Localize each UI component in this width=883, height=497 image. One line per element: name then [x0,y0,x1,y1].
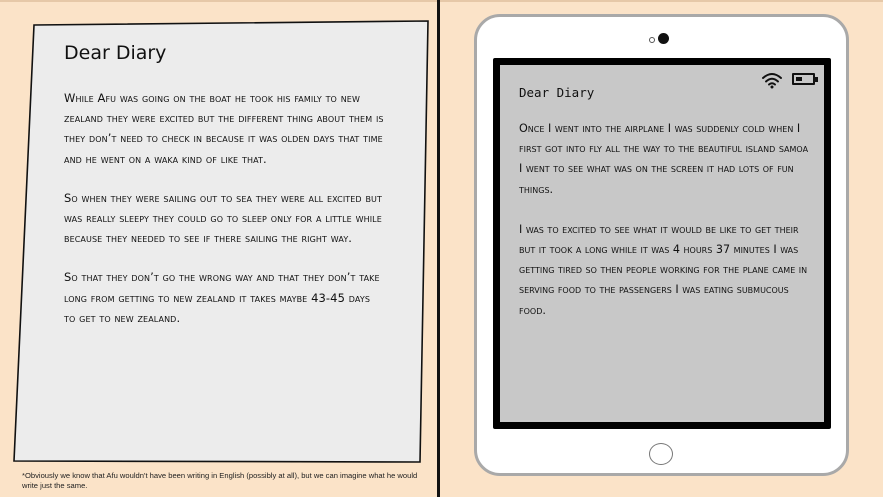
paper-diary-title: Dear Diary [64,42,167,64]
footnote: *Obviously we know that Afu wouldn't have been writing in English (possibly at all), but we can imagine what he would write just the same. [22,471,418,490]
home-button[interactable] [649,443,673,465]
battery-icon [792,73,815,85]
battery-nub [815,77,818,82]
battery-level [796,77,802,81]
tablet-paragraph-1: Once I went into the airplane I was suddenly cold when I first got into fly all the way to the beautiful island samoa I went to see what was on the screen it had lots of fun things. [519,122,809,196]
tablet-sensor [649,37,655,43]
tablet-diary-title: Dear Diary [519,85,595,100]
camera-icon [658,33,669,44]
tablet-diary [519,85,809,341]
center-divider [437,0,440,497]
tablet-paragraph-2: I was to excited to see what it would be like to get their but it took a long while it was 4 hours 37 minutes I was getting tired so then people working for the plane came in serving food to the passengers I was eating submucous food. [519,222,808,317]
paper-paragraph-2: So when they were sailing out to sea they were all excited but was really sleepy they could go to sleep only for a little while because they needed to see if there sailing the right way. [64,190,382,246]
paper-paragraph-3: So that they don’t go the wrong way and that they don’t take long from getting to new zealand it takes maybe 43-45 days to get to new zealand. [64,270,380,325]
paper-diary [64,42,384,347]
paper-paragraph-1: While Afu was going on the boat he took his family to new zealand they were excited but the different thing about them is they don’t need to check in because it was olden days that time and he went on a waka kind of like that. [64,91,384,166]
